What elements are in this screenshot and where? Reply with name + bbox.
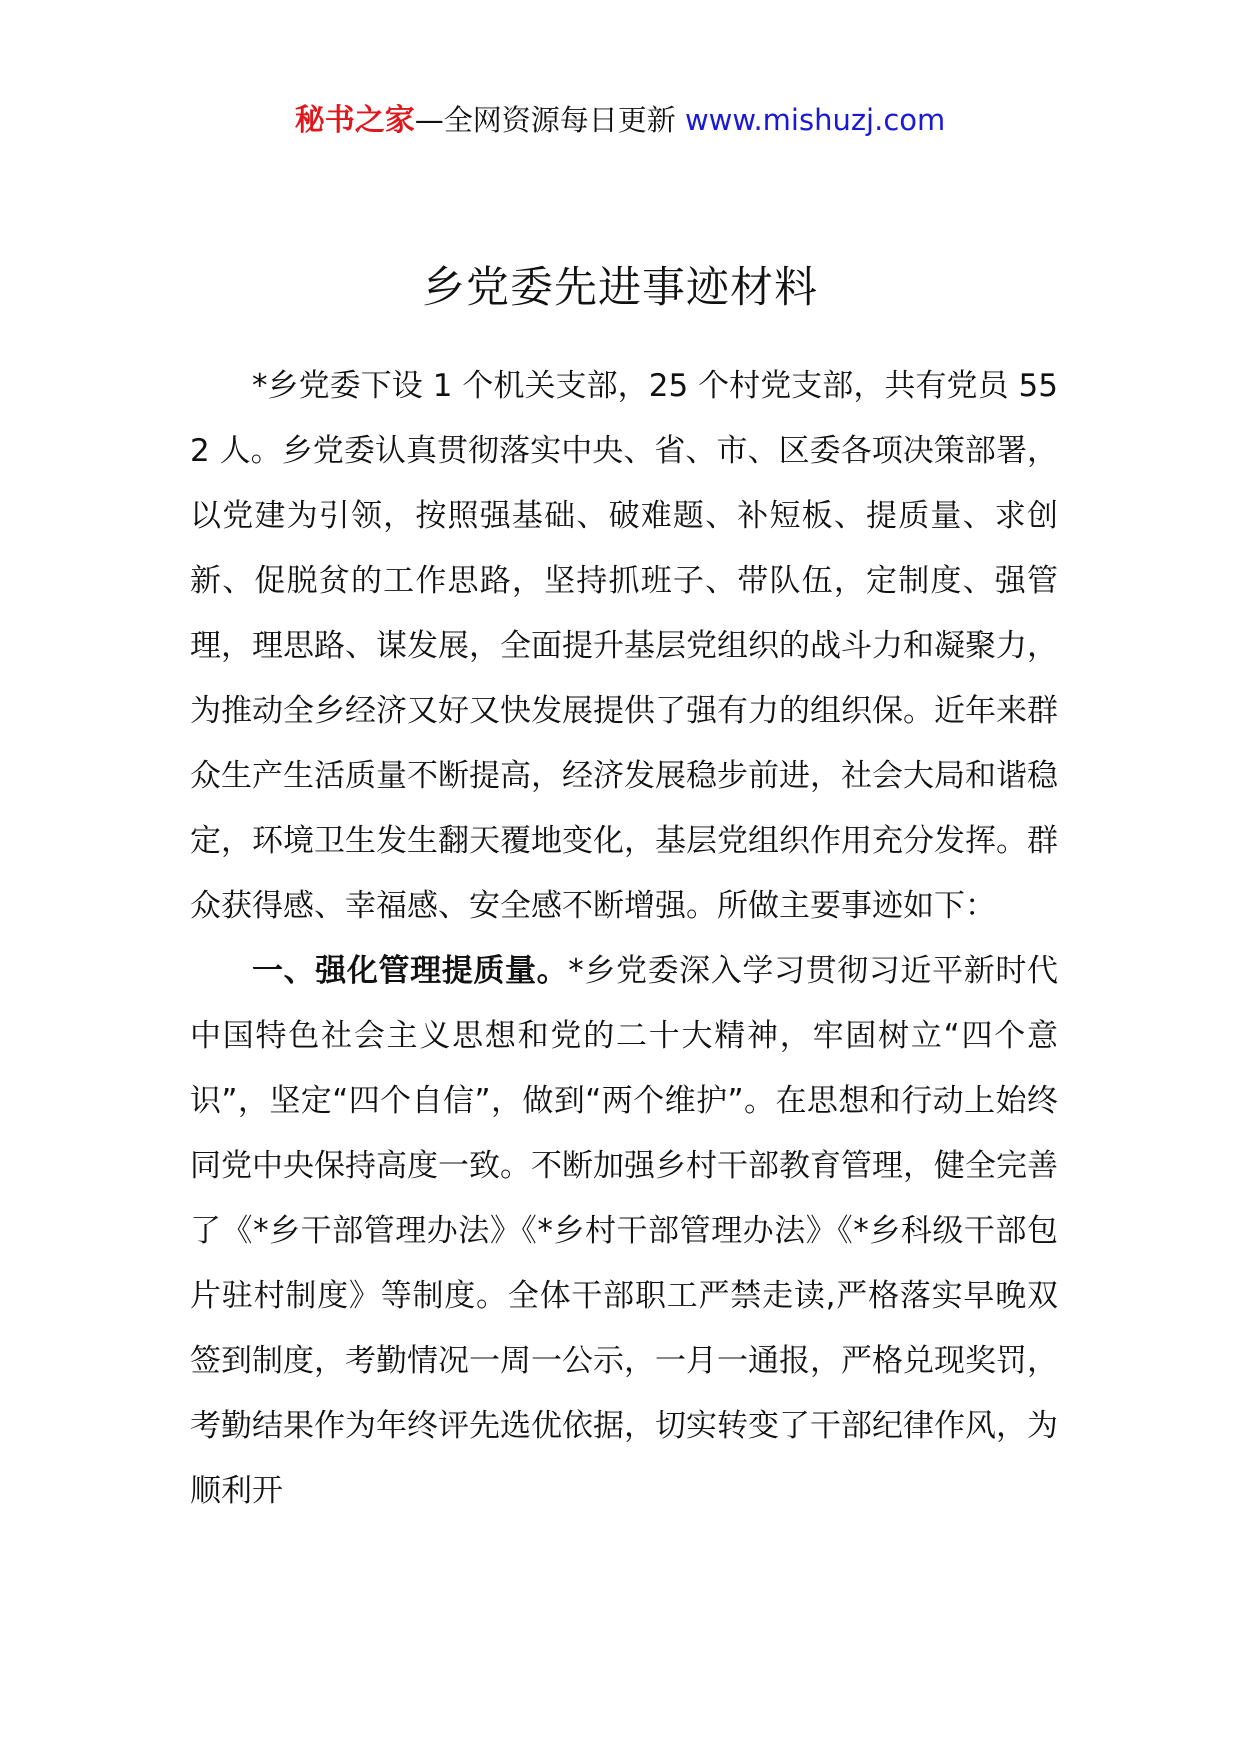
section-1-heading: 一、强化管理提质量。: [252, 953, 569, 989]
website-link[interactable]: www.mishuzj.com: [684, 103, 946, 137]
header-tagline: —全网资源每日更新: [414, 103, 676, 137]
page-header: [0, 100, 1240, 141]
brand-name: 秘书之家: [294, 103, 415, 138]
document-body: [190, 354, 1058, 1524]
section-1-body: *乡党委深入学习贯彻习近平新时代中国特色社会主义思想和党的二十大精神，牢固树立“四个意识”，坚定“四个自信”，做到“两个维护”。在思想和行动上始终同党中央保持高度一致。不断加强乡村干部教育管理，健全完善了《*乡干部管理办法》《*乡村干部管理办法》《*乡科级干部包片驻村制度》等制度。全体干部职工严禁走读,严格落实早晚双签到制度，考勤情况一周一公示，一月一通报，严格兑现奖罚，考勤结果作为年终评先选优依据，切实转变了干部纪律作风，为顺利开: [190, 953, 1059, 1509]
document-title: 乡党委先进事迹材料: [422, 263, 818, 313]
section-1-paragraph: [190, 939, 1058, 1524]
intro-paragraph: *乡党委下设 1 个机关支部，25 个村党支部，共有党员 552 人。乡党委认真贯彻落实中央、省、市、区委各项决策部署，以党建为引领，按照强基础、破难题、补短板、提质量、求创新、促脱贫的工作思路，坚持抓班子、带队伍，定制度、强管理，理思路、谋发展，全面提升基层党组织的战斗力和凝聚力，为推动全乡经济又好又快发展提供了强有力的组织保。近年来群众生产生活质量不断提高，经济发展稳步前进，社会大局和谐稳定，环境卫生发生翻天覆地变化，基层党组织作用充分发挥。群众获得感、幸福感、安全感不断增强。所做主要事迹如下：: [190, 368, 1058, 924]
